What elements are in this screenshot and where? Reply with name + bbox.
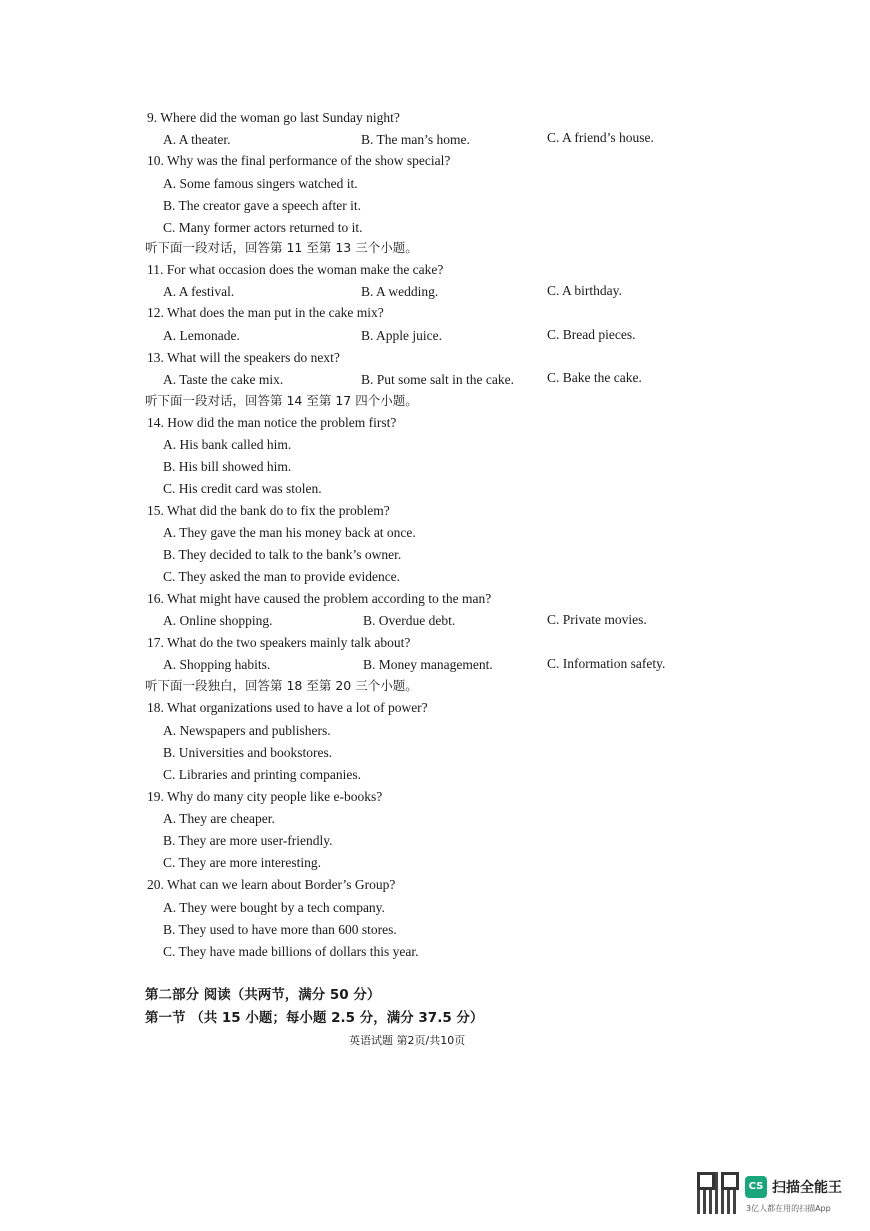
camscanner-logo-icon: CS [745, 1176, 767, 1198]
q15-option-a: A. They gave the man his money back at once. [163, 525, 416, 540]
scanner-title: 扫描全能王 [772, 1180, 842, 1196]
q17-option-a: A. Shopping habits. [163, 657, 271, 672]
q20-option-c: C. They have made billions of dollars this year. [163, 944, 419, 959]
q16-option-a: A. Online shopping. [163, 613, 273, 628]
part2-section1: 第一节 （共 15 小题；每小题 2.5 分，满分 37.5 分） [145, 1010, 484, 1026]
q14-option-a: A. His bank called him. [163, 437, 292, 452]
q12-option-a: A. Lemonade. [163, 328, 240, 343]
q17-stem: 17. What do the two speakers mainly talk about? [147, 635, 411, 650]
q16-option-b: B. Overdue debt. [363, 613, 456, 628]
q10-stem: 10. Why was the final performance of the show special? [147, 153, 451, 168]
q13-option-a: A. Taste the cake mix. [163, 372, 284, 387]
q15-option-c: C. They asked the man to provide evidence. [163, 569, 401, 584]
q15-stem: 15. What did the bank do to fix the problem? [147, 503, 390, 518]
q15-option-b: B. They decided to talk to the bank’s owner. [163, 547, 402, 562]
qr-code-icon [697, 1172, 739, 1214]
q11-option-b: B. A wedding. [361, 284, 439, 299]
q12-option-c: C. Bread pieces. [547, 327, 636, 342]
q20-option-a: A. They were bought by a tech company. [163, 900, 385, 915]
q12-option-b: B. Apple juice. [361, 328, 442, 343]
q19-stem: 19. Why do many city people like e-books? [147, 789, 383, 804]
q16-stem: 16. What might have caused the problem according to the man? [147, 591, 492, 606]
q10-option-a: A. Some famous singers watched it. [163, 176, 358, 191]
q18-stem: 18. What organizations used to have a lot of power? [147, 700, 428, 715]
q14-stem: 14. How did the man notice the problem first? [147, 415, 397, 430]
q11-option-a: A. A festival. [163, 284, 235, 299]
q20-stem: 20. What can we learn about Border’s Group? [147, 877, 396, 892]
q10-option-b: B. The creator gave a speech after it. [163, 198, 362, 213]
q11-option-c: C. A birthday. [547, 283, 622, 298]
q18-option-c: C. Libraries and printing companies. [163, 767, 361, 782]
q18-option-b: B. Universities and bookstores. [163, 745, 333, 760]
q13-option-b: B. Put some salt in the cake. [361, 372, 514, 387]
q14-option-b: B. His bill showed him. [163, 459, 292, 474]
q9-option-b: B. The man’s home. [361, 132, 470, 147]
q11-stem: 11. For what occasion does the woman make the cake? [147, 262, 444, 277]
page-footer: 英语试题 第2页/共10页 [349, 1034, 466, 1047]
q19-option-a: A. They are cheaper. [163, 811, 275, 826]
scanner-subtitle: 3亿人都在用的扫描App [746, 1204, 831, 1213]
q9-option-a: A. A theater. [163, 132, 231, 147]
q17-option-c: C. Information safety. [547, 656, 666, 671]
q14-option-c: C. His credit card was stolen. [163, 481, 322, 496]
q18-option-a: A. Newspapers and publishers. [163, 723, 331, 738]
q9-option-c: C. A friend’s house. [547, 130, 654, 145]
q20-option-b: B. They used to have more than 600 stores. [163, 922, 397, 937]
q9-stem: 9. Where did the woman go last Sunday night? [147, 110, 400, 125]
q16-option-c: C. Private movies. [547, 612, 647, 627]
q13-stem: 13. What will the speakers do next? [147, 350, 340, 365]
q10-option-c: C. Many former actors returned to it. [163, 220, 363, 235]
instruction-18-20: 听下面一段独白，回答第 18 至第 20 三个小题。 [145, 678, 418, 693]
q19-option-b: B. They are more user-friendly. [163, 833, 333, 848]
q13-option-c: C. Bake the cake. [547, 370, 642, 385]
part2-heading: 第二部分 阅读（共两节，满分 50 分） [145, 987, 381, 1003]
q17-option-b: B. Money management. [363, 657, 493, 672]
instruction-11-13: 听下面一段对话，回答第 11 至第 13 三个小题。 [145, 240, 418, 255]
q12-stem: 12. What does the man put in the cake mix? [147, 305, 384, 320]
q19-option-c: C. They are more interesting. [163, 855, 321, 870]
instruction-14-17: 听下面一段对话，回答第 14 至第 17 四个小题。 [145, 393, 418, 408]
